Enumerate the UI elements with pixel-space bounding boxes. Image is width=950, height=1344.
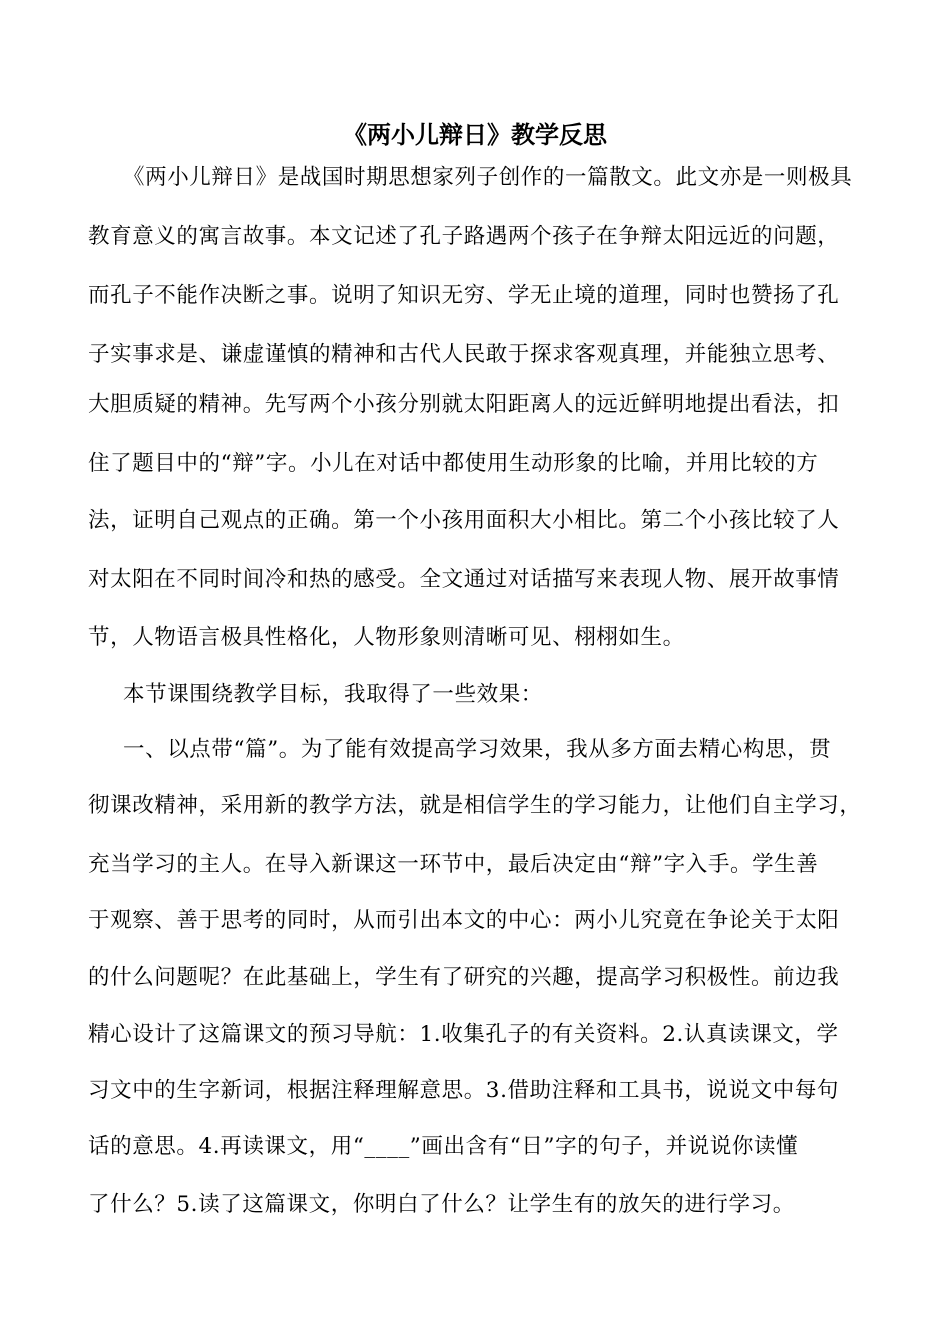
paragraph-1-line-9: 节，人物语言极具性格化，人物形象则清晰可见、栩栩如生。 [88,625,685,650]
paragraph-3-line-8: 话的意思。4.再读课文，用“____”画出含有“日”字的句子，并说说你读懂 [88,1134,799,1159]
document-title: 《两小儿辩日》教学反思 [343,120,607,149]
paragraph-2-line-1: 本节课围绕教学目标，我取得了一些效果： [123,682,543,707]
paragraph-3-line-6: 精心设计了这篇课文的预习导航：1.收集孔子的有关资料。2.认真读课文，学 [88,1022,839,1047]
paragraph-1-line-7: 法，证明自己观点的正确。第一个小孩用面积大小相比。第二个小孩比较了人 [88,508,840,533]
paragraph-1-line-4: 子实事求是、谦虚谨慎的精神和古代人民敢于探求客观真理，并能独立思考、 [88,342,840,367]
paragraph-1-line-8: 对太阳在不同时间冷和热的感受。全文通过对话描写来表现人物、展开故事情 [88,567,840,592]
paragraph-3-line-1: 一、以点带“篇”。为了能有效提高学习效果，我从多方面去精心构思，贯 [123,737,832,762]
paragraph-1-line-5: 大胆质疑的精神。先写两个小孩分别就太阳距离人的远近鲜明地提出看法，扣 [88,392,840,417]
paragraph-1-line-6: 住了题目中的“辩”字。小儿在对话中都使用生动形象的比喻，并用比较的方 [88,451,819,476]
paragraph-3-line-7: 习文中的生字新词，根据注释理解意思。3.借助注释和工具书，说说文中每句 [88,1078,840,1103]
paragraph-3-line-2: 彻课改精神，采用新的教学方法，就是相信学生的学习能力，让他们自主学习， [88,793,862,818]
paragraph-3-line-3: 充当学习的主人。在导入新课这一环节中，最后决定由“辩”字入手。学生善 [88,852,819,877]
paragraph-3-line-9: 了什么？5.读了这篇课文，你明白了什么？让学生有的放矢的进行学习。 [88,1192,795,1217]
paragraph-1-line-3: 而孔子不能作决断之事。说明了知识无穷、学无止境的道理，同时也赞扬了孔 [88,283,840,308]
paragraph-1-line-1: 《两小儿辩日》是战国时期思想家列子创作的一篇散文。此文亦是一则极具 [123,165,853,190]
paragraph-1-line-2: 教育意义的寓言故事。本文记述了孔子路遇两个孩子在争辩太阳远近的问题， [88,224,840,249]
paragraph-3-line-4: 于观察、善于思考的同时，从而引出本文的中心：两小儿究竟在争论关于太阳 [88,908,840,933]
paragraph-3-line-5: 的什么问题呢？在此基础上，学生有了研究的兴趣，提高学习积极性。前边我 [88,965,840,990]
